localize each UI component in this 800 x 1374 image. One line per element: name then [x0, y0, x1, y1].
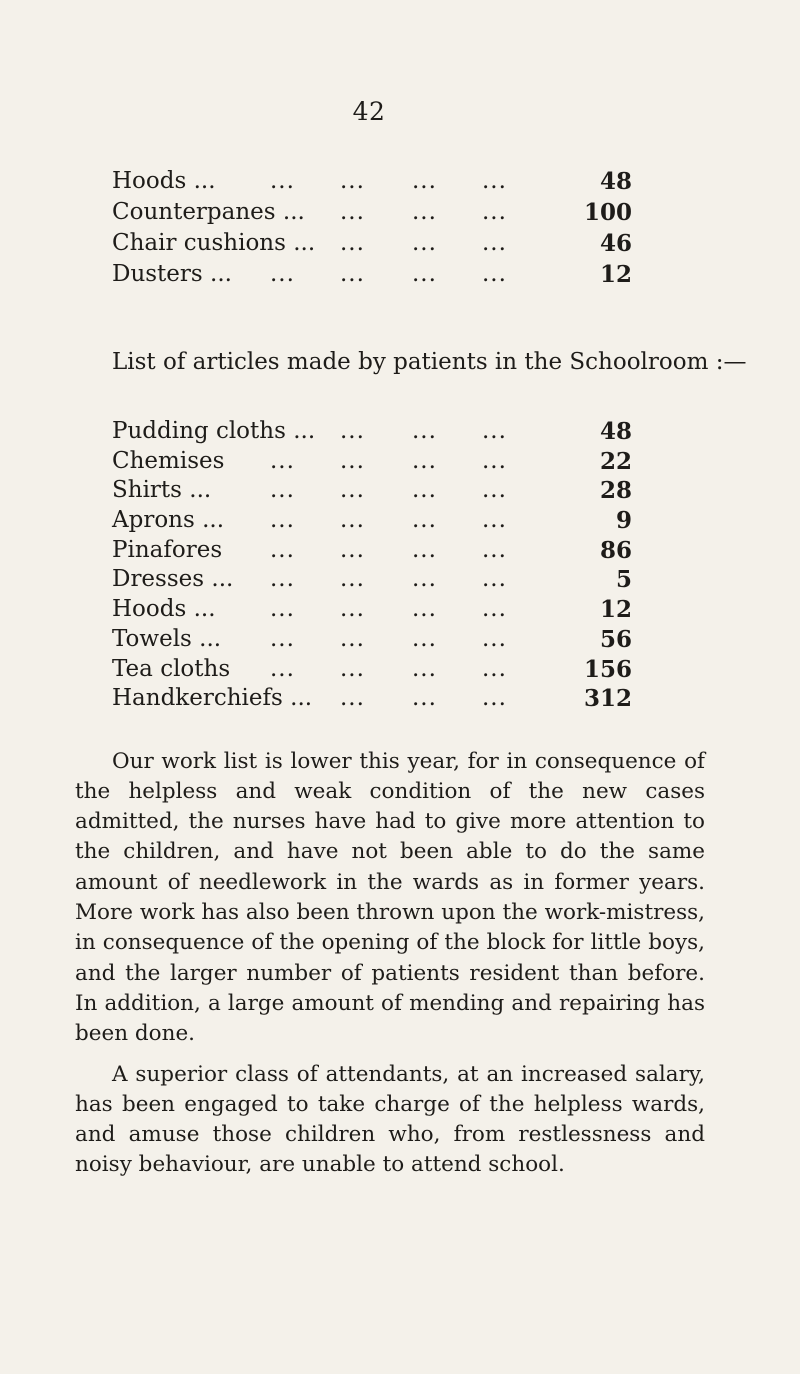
dot-leader: ... [412, 685, 437, 712]
item-quantity: 22 [599, 447, 632, 475]
dot-leader: ... [482, 168, 507, 194]
section-heading: List of articles made by patients in the Schoolroom :— [112, 349, 747, 375]
dot-leader: ... [340, 477, 365, 504]
dot-leader: ... [270, 596, 295, 623]
dot-leader: ... [482, 566, 507, 593]
dot-leader: ... [482, 536, 507, 563]
table-row [112, 417, 632, 447]
dot-leader: ... [340, 685, 365, 712]
dot-leader: ... [340, 418, 365, 444]
dot-leader: ... [340, 261, 365, 287]
item-quantity: 9 [615, 507, 632, 535]
dot-leader: ... [482, 596, 507, 623]
item-quantity: 28 [599, 477, 632, 505]
dot-leader: ... [482, 625, 507, 652]
dot-leader: ... [340, 168, 365, 194]
item-name: Chair cushions ... [112, 230, 316, 256]
dot-leader: ... [340, 596, 365, 623]
item-name: Aprons ... [112, 507, 225, 534]
dot-leader: ... [270, 625, 295, 652]
table-row [112, 684, 632, 714]
item-name: Dusters ... [112, 261, 232, 287]
item-name: Dresses ... [112, 566, 234, 593]
item-name: Hoods ... [112, 168, 216, 194]
item-quantity: 100 [583, 199, 632, 226]
dot-leader: ... [270, 168, 295, 194]
dot-leader: ... [270, 447, 295, 474]
dot-leader: ... [412, 536, 437, 563]
dot-leader: ... [340, 655, 365, 682]
dot-leader: ... [270, 655, 295, 682]
item-quantity: 48 [599, 168, 632, 195]
table-row [112, 476, 632, 506]
item-quantity: 48 [599, 418, 632, 445]
dot-leader: ... [412, 566, 437, 593]
item-name: Pudding cloths ... [112, 418, 316, 444]
table-row [112, 447, 632, 477]
dot-leader: ... [412, 199, 437, 225]
body-paragraph: Our work list is lower this year, for in consequence of the helpless and weak condition of the new cases admitted, the nurses have had to give more attention to the children, and have not been able to do the same amount of needlework in the wards as in former years. More work has also been thrown upon the work-mistress, in consequence of the opening of the block for little boys, and the larger number of patients resident than before. In addition, a large amount of mending and repairing has been done. [75, 748, 705, 1047]
dot-leader: ... [412, 447, 437, 474]
item-name: Chemises [112, 447, 225, 474]
dot-leader: ... [270, 477, 295, 504]
body-paragraph: A superior class of attendants, at an increased salary, has been engaged to take charge of the helpless wards, and amuse those children who, from restlessness and noisy behaviour, are unable to attend school. [75, 1061, 705, 1178]
table-row [112, 259, 632, 290]
dot-leader: ... [340, 566, 365, 593]
page-number: 42 [352, 97, 386, 126]
item-quantity: 312 [583, 685, 632, 713]
table-row [112, 595, 632, 625]
item-name: Pinafores [112, 536, 223, 563]
table-row [112, 166, 632, 197]
dot-leader: ... [412, 261, 437, 287]
schoolroom-articles-table [112, 417, 632, 714]
item-quantity: 56 [599, 625, 632, 653]
item-name: Handkerchiefs ... [112, 685, 313, 712]
dot-leader: ... [270, 261, 295, 287]
dot-leader: ... [482, 418, 507, 444]
item-name: Towels ... [112, 625, 222, 652]
table-row [112, 625, 632, 655]
item-name: Hoods ... [112, 596, 216, 623]
dot-leader: ... [412, 625, 437, 652]
item-name: Tea cloths [112, 655, 231, 682]
dot-leader: ... [482, 477, 507, 504]
dot-leader: ... [482, 655, 507, 682]
dot-leader: ... [340, 230, 365, 256]
dot-leader: ... [412, 507, 437, 534]
dot-leader: ... [412, 477, 437, 504]
item-quantity: 12 [599, 261, 632, 288]
dot-leader: ... [482, 199, 507, 225]
dot-leader: ... [270, 507, 295, 534]
item-quantity: 12 [599, 596, 632, 624]
dot-leader: ... [482, 230, 507, 256]
dot-leader: ... [412, 418, 437, 444]
dot-leader: ... [340, 536, 365, 563]
item-quantity: 46 [599, 230, 632, 257]
table-row [112, 506, 632, 536]
item-name: Counterpanes ... [112, 199, 305, 225]
dot-leader: ... [412, 230, 437, 256]
item-name: Shirts ... [112, 477, 212, 504]
item-quantity: 5 [615, 566, 632, 594]
dot-leader: ... [412, 596, 437, 623]
dot-leader: ... [412, 168, 437, 194]
dot-leader: ... [340, 447, 365, 474]
table-row [112, 655, 632, 685]
table-row [112, 228, 632, 259]
table-row [112, 536, 632, 566]
dot-leader: ... [412, 655, 437, 682]
dot-leader: ... [270, 536, 295, 563]
dot-leader: ... [270, 566, 295, 593]
dot-leader: ... [340, 507, 365, 534]
table-row [112, 197, 632, 228]
table-row [112, 565, 632, 595]
item-quantity: 86 [599, 536, 632, 564]
item-quantity: 156 [583, 655, 632, 683]
dot-leader: ... [340, 625, 365, 652]
dot-leader: ... [340, 199, 365, 225]
dot-leader: ... [482, 447, 507, 474]
work-list-table [112, 166, 632, 290]
dot-leader: ... [482, 685, 507, 712]
dot-leader: ... [482, 507, 507, 534]
dot-leader: ... [482, 261, 507, 287]
